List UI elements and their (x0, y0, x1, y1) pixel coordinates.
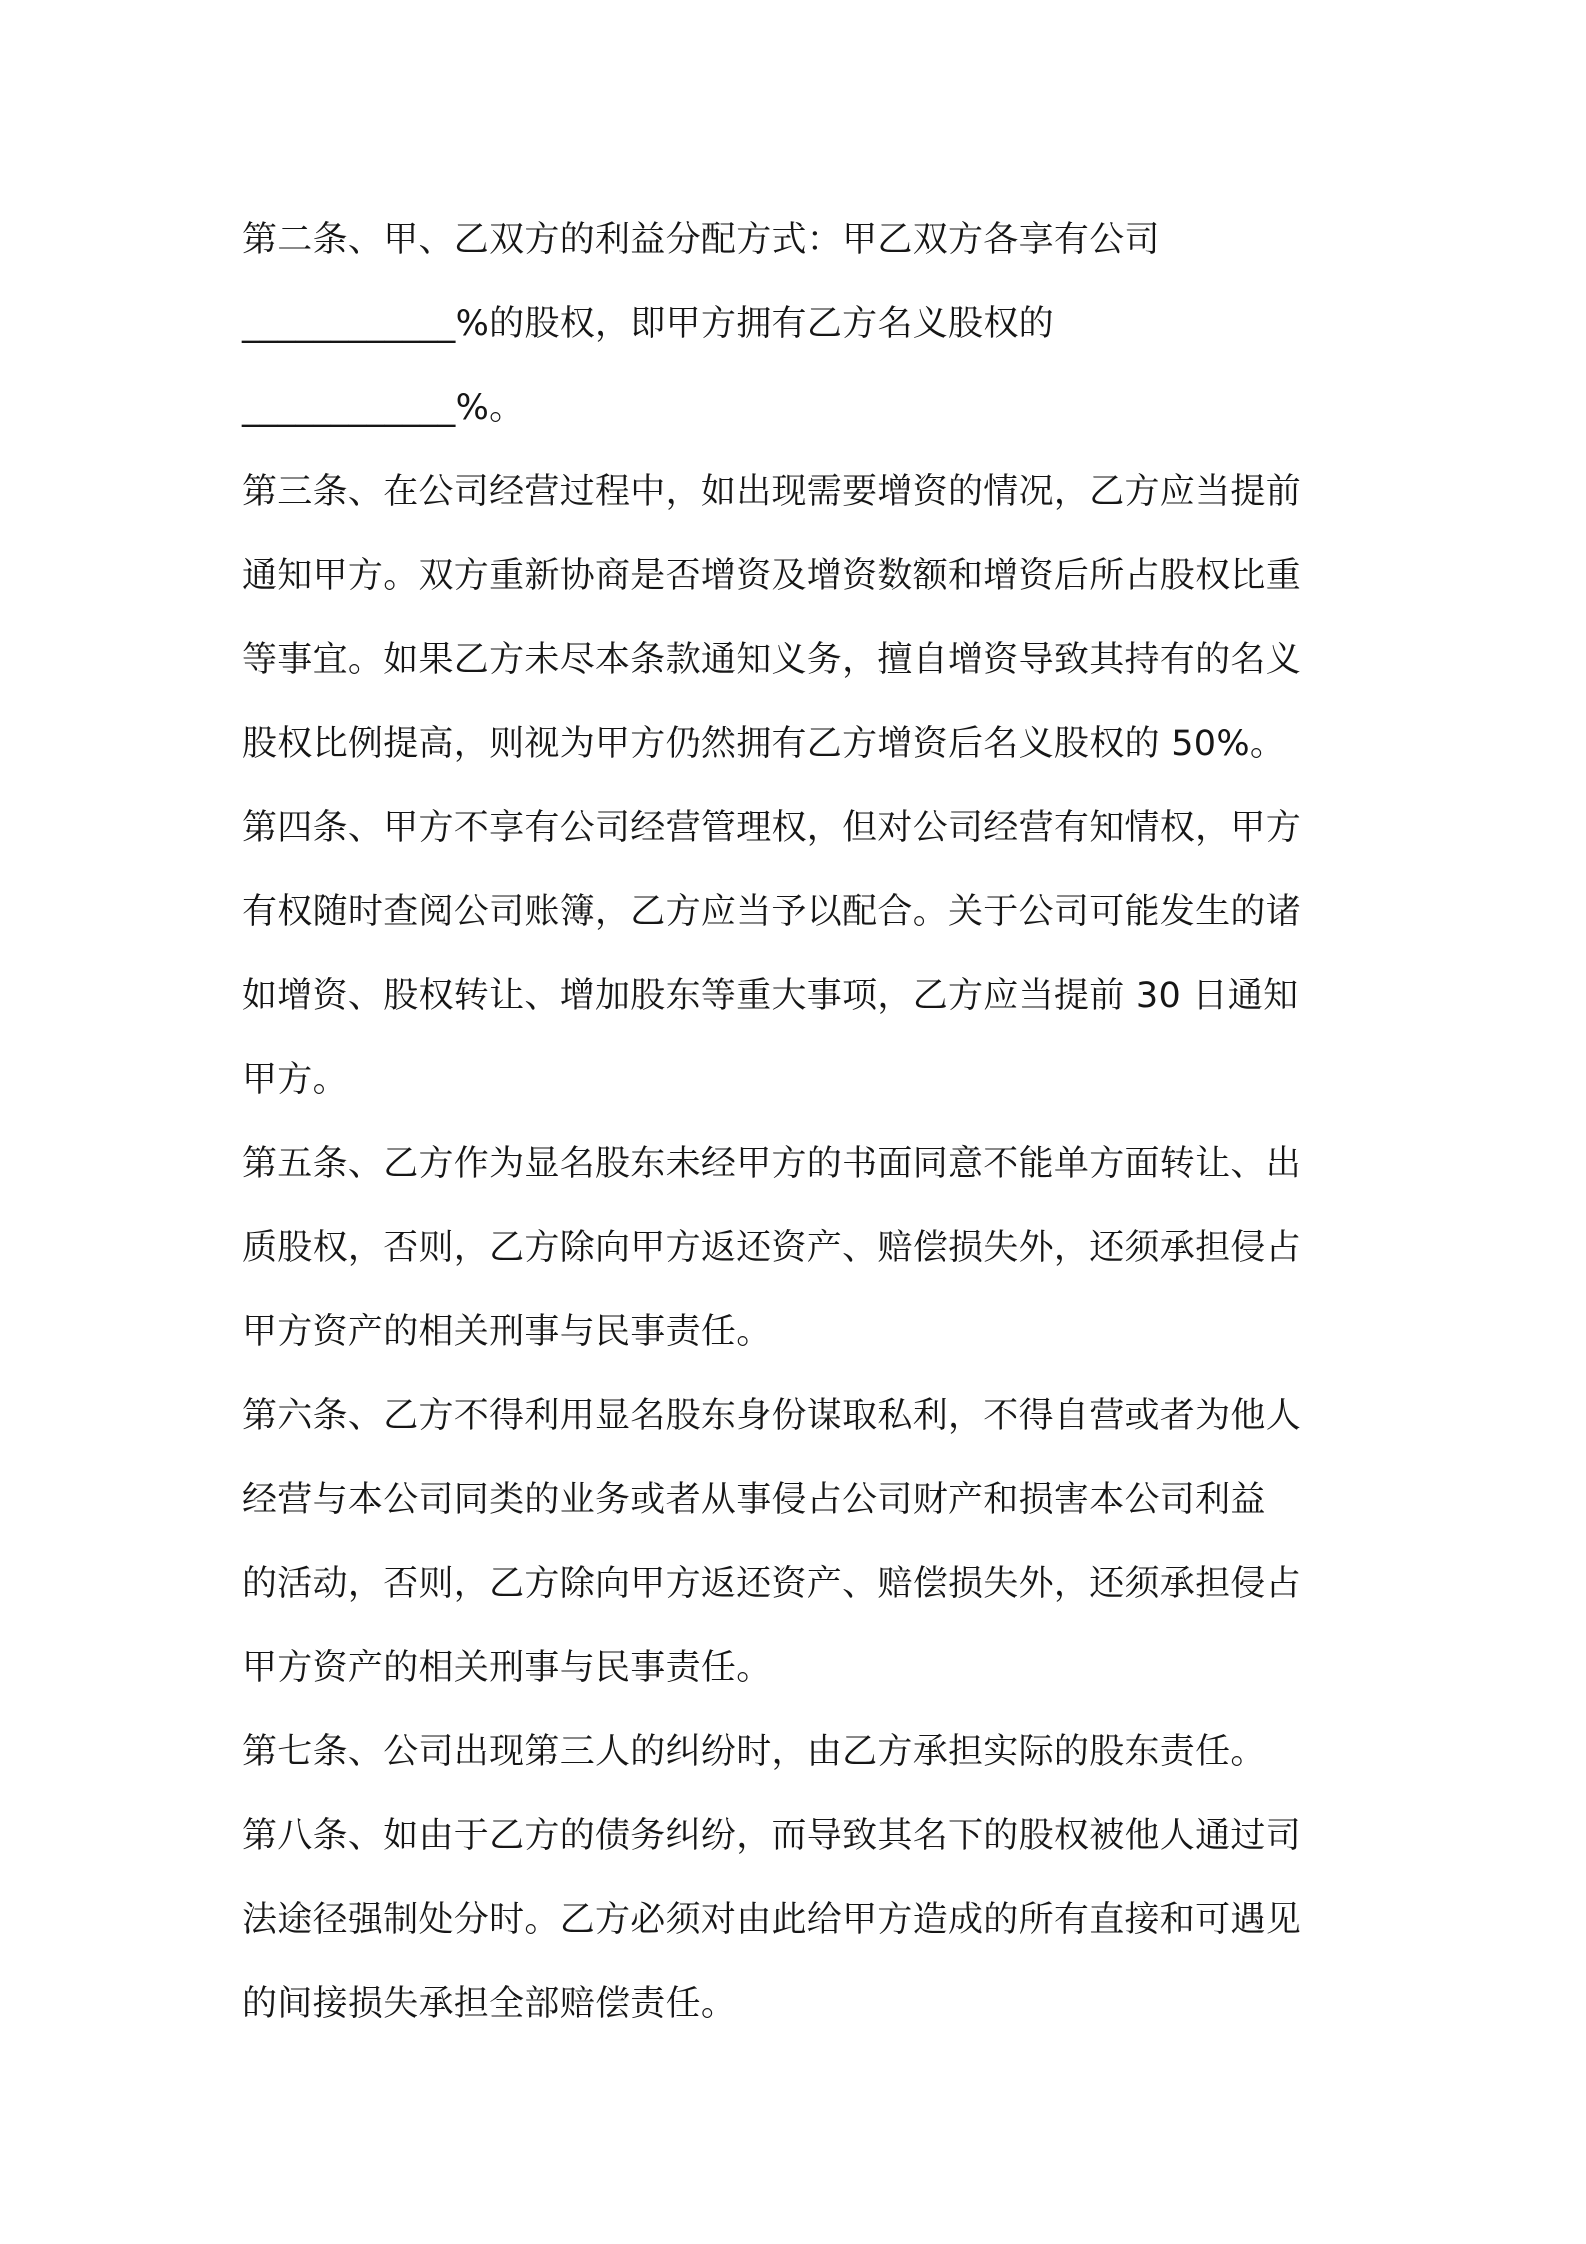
text-line: 第四条、甲方不享有公司经营管理权，但对公司经营有知情权，甲方 (242, 808, 1302, 848)
text-line: 通知甲方。双方重新协商是否增资及增资数额和增资后所占股权比重 (242, 556, 1302, 596)
text-line: 有权随时查阅公司账簿，乙方应当予以配合。关于公司可能发生的诸 (242, 892, 1302, 932)
paragraph-article-8 (242, 1794, 1362, 2046)
text-line: 甲方。 (242, 1060, 348, 1100)
text-line: 股权比例提高，则视为甲方仍然拥有乙方增资后名义股权的 50%。 (242, 724, 1286, 764)
text-line: 第三条、在公司经营过程中，如出现需要增资的情况，乙方应当提前 (242, 472, 1302, 512)
text-line: 质股权，否则，乙方除向甲方返还资产、赔偿损失外，还须承担侵占 (242, 1228, 1302, 1268)
text-line: 甲方资产的相关刑事与民事责任。 (242, 1648, 772, 1688)
text-line: 经营与本公司同类的业务或者从事侵占公司财产和损害本公司利益 (242, 1480, 1266, 1520)
text-line: 第七条、公司出现第三人的纠纷时，由乙方承担实际的股东责任。 (242, 1732, 1266, 1772)
text-line: 第六条、乙方不得利用显名股东身份谋取私利，不得自营或者为他人 (242, 1396, 1302, 1436)
paragraph-article-4 (242, 786, 1362, 1122)
paragraph-article-6 (242, 1374, 1362, 1710)
paragraph-article-2 (242, 198, 1362, 450)
text-line: 第五条、乙方作为显名股东未经甲方的书面同意不能单方面转让、出 (242, 1144, 1302, 1184)
paragraph-article-3 (242, 450, 1362, 786)
text-line: 法途径强制处分时。乙方必须对由此给甲方造成的所有直接和可遇见 (242, 1900, 1302, 1940)
document-body (242, 198, 1362, 2046)
text-line: ____________%。 (242, 388, 525, 428)
paragraph-article-5 (242, 1122, 1362, 1374)
paragraph-article-7 (242, 1710, 1362, 1794)
text-line: 等事宜。如果乙方未尽本条款通知义务，擅自增资导致其持有的名义 (242, 640, 1302, 680)
text-line: ____________%的股权，即甲方拥有乙方名义股权的 (242, 304, 1054, 344)
text-line: 的间接损失承担全部赔偿责任。 (242, 1984, 737, 2024)
text-line: 第八条、如由于乙方的债务纠纷，而导致其名下的股权被他人通过司 (242, 1816, 1302, 1856)
text-line: 甲方资产的相关刑事与民事责任。 (242, 1312, 772, 1352)
text-line: 的活动，否则，乙方除向甲方返还资产、赔偿损失外，还须承担侵占 (242, 1564, 1302, 1604)
text-line: 如增资、股权转让、增加股东等重大事项，乙方应当提前 30 日通知 (242, 976, 1299, 1016)
text-line: 第二条、甲、乙双方的利益分配方式：甲乙双方各享有公司 (242, 220, 1160, 260)
